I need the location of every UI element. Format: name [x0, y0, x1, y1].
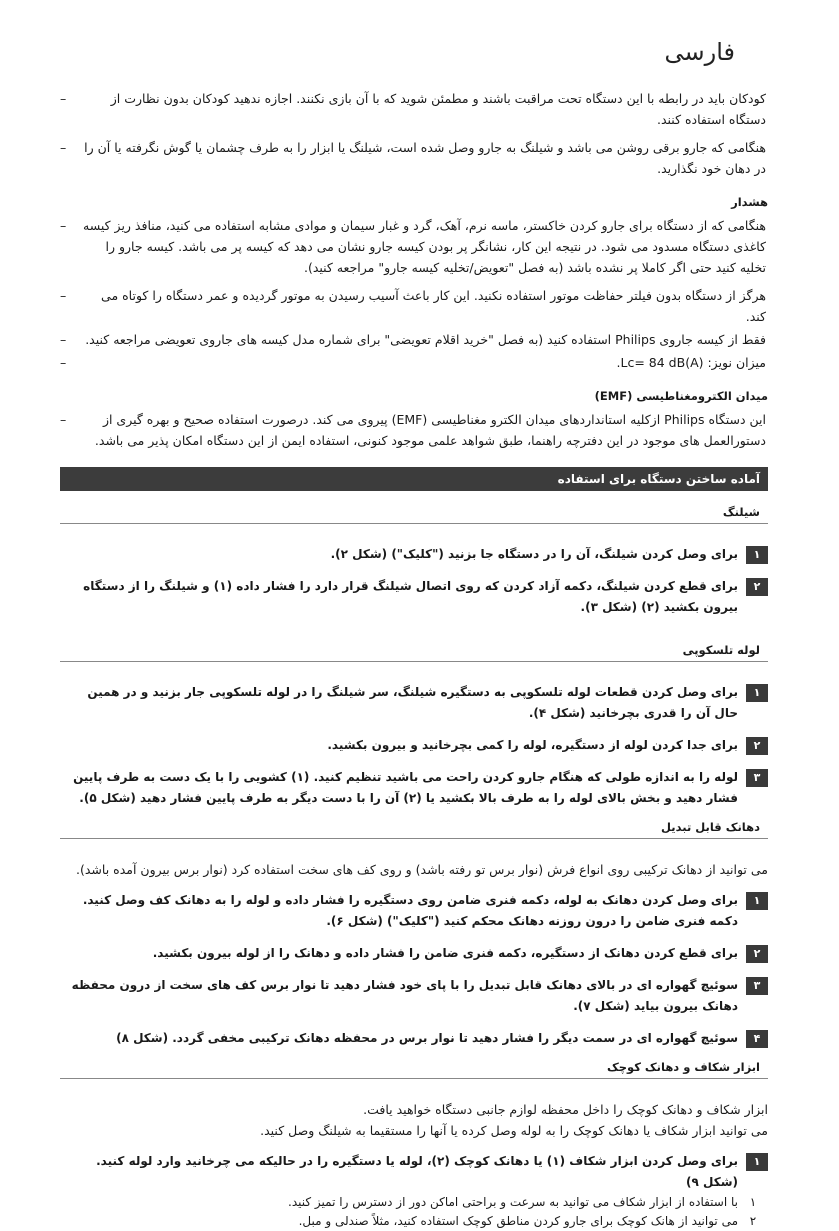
warning-item: کودکان باید در رابطه با این دستگاه تحت مراقبت باشند و مطمئن شوید که با آن بازی نکنند. اجازه ندهید کودکان بدون نظارت از دستگاه استفاده کنند. – [60, 88, 768, 130]
step-item: ۱ برای وصل کردن شیلنگ، آن را در دستگاه جا بزنید ("کلیک") (شکل ۲). [60, 544, 768, 565]
sub-number: ۲ [749, 1214, 757, 1228]
caution-item: هرگز از دستگاه بدون فیلتر حفاظت موتور استفاده نکنید. این کار باعث آسیب رسیدن به موتور گردیده و عمر دستگاه را کوتاه می کند. – [60, 285, 768, 327]
step-item: ۱ برای وصل کردن قطعات لوله تلسکوپی به دستگیره شیلنگ، سر شیلنگ را در لوله تلسکوپی جار بزنید و در همین حال آن را قدری بچرخانید (شکل ۴). [60, 682, 768, 724]
warnings-top [60, 88, 768, 179]
caution-item: فقط از کیسه جاروی Philips استفاده کنید (به فصل "خرید اقلام تعویضی" برای شماره مدل کیسه های جاروی تعویضی مراجعه کنید. – [60, 329, 768, 350]
dash-bullet: – [60, 218, 67, 233]
step-number: ۲ [746, 945, 768, 963]
nozzle-intro: می توانید از دهانک ترکیبی روی انواع فرش (نوار برس تو رفته باشد) و روی کف های سخت استفاده کرد (نوار برس بیرون آمده باشد). [76, 862, 768, 877]
step-number: ۲ [746, 578, 768, 596]
hose-heading: شیلنگ [60, 491, 768, 524]
sub-item: ۱ با استفاده از ابزار شکاف می توانید به سرعت و براحتی اماکن دور از دسترس را تمیز کنید. [60, 1193, 768, 1212]
dash-bullet: – [60, 288, 67, 303]
sub-number: ۱ [749, 1195, 757, 1209]
language-title: فارسی [664, 38, 735, 66]
crevice-heading: ابزار شکاف و دهانک کوچک [60, 1060, 768, 1079]
step-item: ۳ سوئیچ گهواره ای در بالای دهانک قابل تبدیل را با پای خود فشار دهید تا نوار برس کف های سخت از درون محفظه دهانک بیرون بیاید (شکل ۷). [60, 975, 768, 1017]
caution-list [60, 215, 768, 373]
step-item: ۳ لوله را به اندازه طولی که هنگام جارو کردن راحت می باشید تنظیم کنید. (۱) کشویی را با یک دست به طرف پایین فشار دهید و بخش بالای لوله را به طرف بالا بکشید یا (۲) آن را با دست دیگر به طرف پایین فشار دهید (شکل ۵). [60, 767, 768, 809]
step-item: ۲ برای قطع کردن شیلنگ، دکمه آزاد کردن که روی اتصال شیلنگ قرار دارد را فشار داده (۱) و شیلنگ را از دستگاه بیرون بکشید (۲) (شکل ۳). [60, 576, 768, 618]
step-number: ۱ [746, 546, 768, 564]
tube-heading: لوله تلسکوپی [60, 629, 768, 662]
step-number: ۳ [746, 769, 768, 787]
step-number: ۲ [746, 737, 768, 755]
caution-item: میزان نویز: Lc= 84 dB(A). – [60, 352, 768, 373]
nozzle-heading: دهانک قابل تبدیل [60, 820, 768, 839]
step-item: ۱ برای وصل کردن ابزار شکاف (۱) یا دهانک کوچک (۲)، لوله یا دستگیره را در حالیکه می چرخانید وارد لوله کنید. (شکل ۹) [60, 1151, 768, 1193]
step-item: ۴ سوئیچ گهواره ای در سمت دیگر را فشار دهید تا نوار برس در محفظه دهانک ترکیبی مخفی گردد. (شکل ۸) [60, 1028, 768, 1049]
step-number: ۴ [746, 1030, 768, 1048]
emf-title: میدان الکترومغناطیسی (EMF) [594, 389, 768, 403]
crevice-para: می توانید ابزار شکاف یا دهانک کوچک را به لوله وصل کرده یا آنها را مستقیما به شیلنگ وصل کنید. [260, 1123, 768, 1138]
step-number: ۱ [746, 892, 768, 910]
sub-item: ۲ می توانید از هانک کوچک برای جارو کردن مناطق کوچک استفاده کنید، مثلاً صندلی و مبل. [60, 1212, 768, 1231]
caution-title: هشدار [731, 195, 768, 209]
caution-item: هنگامی که از دستگاه برای جارو کردن خاکستر، ماسه نرم، آهک، گرد و غبار سیمان و موادی مشابه استفاده می کنید، منافذ ریز کیسه کاغذی دستگاه مسدود می شود. در نتیجه این کار، نشانگر پر بودن کیسه جارو نشان می دهد که کیسه پر می باشد. کیسه جارو را تخلیه کنید حتی اگر کاملا پر نشده باشد (به فصل "تعویض/تخلیه کیسه جارو" مراجعه کنید). – [60, 215, 768, 278]
step-number: ۳ [746, 977, 768, 995]
dash-bullet: – [60, 140, 67, 155]
dash-bullet: – [60, 91, 67, 106]
crevice-para: ابزار شکاف و دهانک کوچک را داخل محفظه لوازم جانبی دستگاه خواهید یافت. [363, 1102, 768, 1117]
step-number: ۱ [746, 1153, 768, 1171]
warning-item: هنگامی که جارو برقی روشن می باشد و شیلنگ به جارو وصل شده است، شیلنگ یا ابزار را به طرف چشمان یا گوش نگرفته یا آن را در دهان خود نگذارید. – [60, 137, 768, 179]
emf-item: این دستگاه Philips ازکلیه استانداردهای میدان الکترو مغناطیسی (EMF) پیروی می کند. درصورت استفاده صحیح و بهره گیری از دستورالعمل های موجود در این دفترچه راهنما، طبق شواهد علمی موجود کنونی، استفاده ایمن از این دستگاه امکان پذیر می باشد. – [60, 409, 768, 451]
dash-bullet: – [60, 355, 67, 370]
step-number: ۱ [746, 684, 768, 702]
step-item: ۲ برای قطع کردن دهانک از دستگیره، دکمه فنری ضامن را فشار داده و دهانک را از لوله بیرون بکشید. [60, 943, 768, 964]
dash-bullet: – [60, 412, 67, 427]
dash-bullet: – [60, 332, 67, 347]
step-item: ۲ برای جدا کردن لوله از دستگیره، لوله را کمی بچرخانید و بیرون بکشید. [60, 735, 768, 756]
step-item: ۱ برای وصل کردن دهانک به لوله، دکمه فنری ضامن روی دستگیره را فشار داده و لوله را به دهانک کف وصل کنید. دکمه فنری ضامن را درون روزنه دهانک محکم کنید ("کلیک") (شکل ۶). [60, 890, 768, 932]
section-banner: آماده ساختن دستگاه برای استفاده [60, 467, 768, 491]
content [60, 88, 768, 1231]
